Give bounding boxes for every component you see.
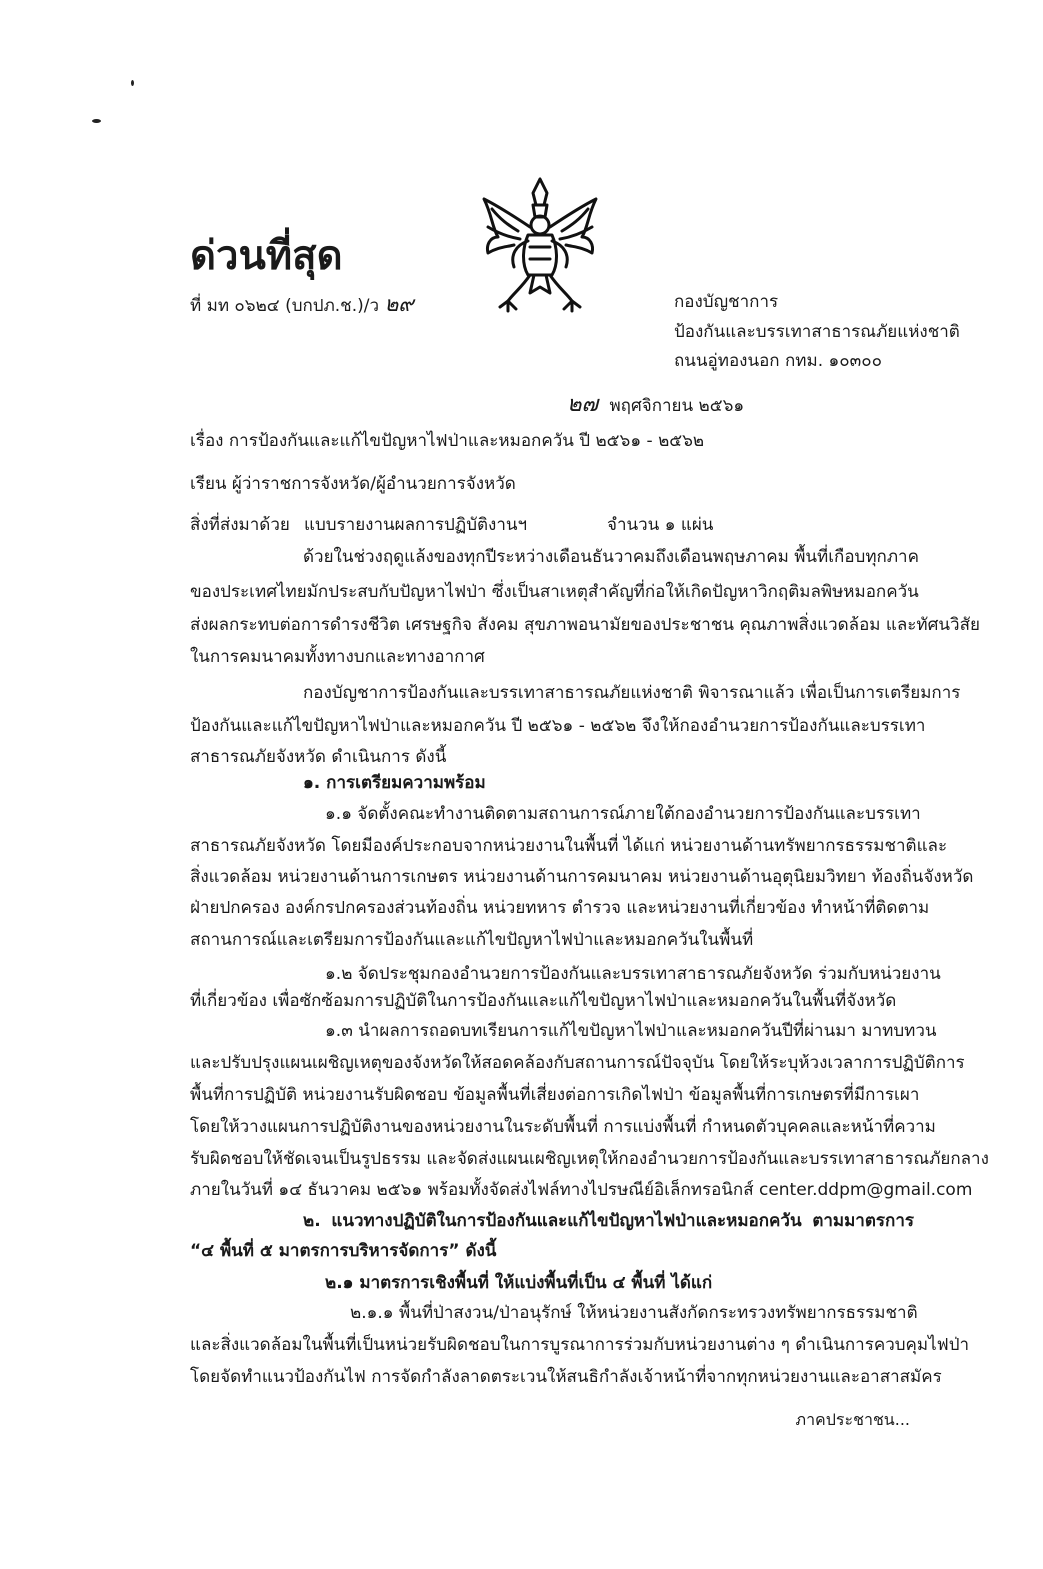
date-day-handwritten: ๒๗ [567, 392, 599, 417]
body-line: พื้นที่การปฏิบัติ หน่วยงานรับผิดชอบ ข้อมูลพื้นที่เสี่ยงต่อการเกิดไฟป่า ข้อมูลพื้นที่การเกษตรที่มีการเผา [190, 1085, 920, 1105]
body-line: ๑.๓ นำผลการถอดบทเรียนการแก้ไขปัญหาไฟป่าและหมอกควันปีที่ผ่านมา มาทบทวน [325, 1021, 937, 1041]
office-line-1: กองบัญชาการ [674, 292, 779, 312]
body-line: กองบัญชาการป้องกันและบรรเทาสาธารณภัยแห่งชาติ พิจารณาแล้ว เพื่อเป็นการเตรียมการ [303, 683, 961, 703]
body-line: ป้องกันและแก้ไขปัญหาไฟป่าและหมอกควัน ปี ๒๕๖๑ - ๒๕๖๒ จึงให้กองอำนวยการป้องกันและบรรเทา [190, 716, 926, 736]
office-line-2: ป้องกันและบรรเทาสาธารณภัยแห่งชาติ [674, 322, 960, 342]
body-line: ๒.๑.๑ พื้นที่ป่าสงวน/ป่าอนุรักษ์ ให้หน่วยงานสังกัดกระทรวงทรัพยากรธรรมชาติ [350, 1303, 918, 1323]
scan-speck [131, 80, 134, 86]
section-heading: “๔ พื้นที่ ๕ มาตรการบริหารจัดการ” ดังนี้ [190, 1241, 497, 1261]
document-number [190, 288, 414, 321]
body-line: และสิ่งแวดล้อมในพื้นที่เป็นหน่วยรับผิดชอบในการบูรณาการร่วมกับหน่วยงานต่าง ๆ ดำเนินการควบคุมไฟป่า [190, 1335, 970, 1355]
document-number-handwritten: ๒๙ [384, 292, 414, 316]
body-line: ด้วยในช่วงฤดูแล้งของทุกปีระหว่างเดือนธันวาคมถึงเดือนพฤษภาคม พื้นที่เกือบทุกภาค [303, 547, 919, 567]
continuation-text: ภาคประชาชน... [795, 1410, 910, 1429]
body-line: ในการคมนาคมทั้งทางบกและทางอากาศ [190, 647, 485, 667]
garuda-emblem [478, 175, 602, 315]
scan-speck [92, 119, 101, 123]
body-line: สาธารณภัยจังหวัด โดยมีองค์ประกอบจากหน่วยงานในพื้นที่ ได้แก่ หน่วยงานด้านทรัพยากรธรรมชาติและ [190, 836, 948, 856]
body-line: ที่เกี่ยวข้อง เพื่อซักซ้อมการปฏิบัติในการป้องกันและแก้ไขปัญหาไฟป่าและหมอกควันในพื้นที่จังหวัด [190, 991, 897, 1011]
body-line: ๑.๑ จัดตั้งคณะทำงานติดตามสถานการณ์ภายใต้กองอำนวยการป้องกันและบรรเทา [325, 804, 921, 824]
body-line: ส่งผลกระทบต่อการดำรงชีวิต เศรษฐกิจ สังคม สุขภาพอนามัยของประชาชน คุณภาพสิ่งแวดล้อม และทัศนวิสัย [190, 615, 980, 635]
document-number-text: ที่ มท ๐๖๒๔ (บกปภ.ช.)/ว [190, 296, 380, 316]
body-line: ๑.๒ จัดประชุมกองอำนวยการป้องกันและบรรเทาสาธารณภัยจังหวัด ร่วมกับหน่วยงาน [325, 964, 941, 984]
section-heading: ๑. การเตรียมความพร้อม [303, 773, 486, 793]
subject-line: เรื่อง การป้องกันและแก้ไขปัญหาไฟป่าและหมอกควัน ปี ๒๕๖๑ - ๒๕๖๒ [190, 431, 705, 451]
body-line: ภายในวันที่ ๑๔ ธันวาคม ๒๕๖๑ พร้อมทั้งจัดส่งไฟล์ทางไปรษณีย์อิเล็กทรอนิกส์ center.ddpm@gmail.com [190, 1180, 973, 1200]
salutation-line: เรียน ผู้ว่าราชการจังหวัด/ผู้อำนวยการจังหวัด [190, 474, 516, 494]
subsection-heading: ๒.๑ มาตรการเชิงพื้นที่ ให้แบ่งพื้นที่เป็น ๔ พื้นที่ ได้แก่ [325, 1273, 713, 1293]
body-line: รับผิดชอบให้ชัดเจนเป็นรูปธรรม และจัดส่งแผนเผชิญเหตุให้กองอำนวยการป้องกันและบรรเทาสาธารณภัยกลาง [190, 1149, 989, 1169]
body-line: โดยให้วางแผนการปฏิบัติงานของหน่วยงานในระดับพื้นที่ การแบ่งพื้นที่ กำหนดตัวบุคคลและหน้าที่ความ [190, 1117, 936, 1137]
section-heading: ๒. แนวทางปฏิบัติในการป้องกันและแก้ไขปัญหาไฟป่าและหมอกควัน ตามมาตรการ [303, 1211, 914, 1231]
enclosure-item: แบบรายงานผลการปฏิบัติงานฯ [304, 515, 528, 535]
office-line-3: ถนนอู่ทองนอก กทม. ๑๐๓๐๐ [674, 351, 883, 371]
body-line: สิ่งแวดล้อม หน่วยงานด้านการเกษตร หน่วยงานด้านการคมนาคม หน่วยงานด้านอุตุนิยมวิทยา ท้องถิ่นจังหวัด [190, 867, 974, 887]
body-line: สาธารณภัยจังหวัด ดำเนินการ ดังนี้ [190, 747, 447, 767]
enclosure-label: สิ่งที่ส่งมาด้วย [190, 515, 290, 535]
body-line: ฝ่ายปกครอง องค์กรปกครองส่วนท้องถิ่น หน่วยทหาร ตำรวจ และหน่วยงานที่เกี่ยวข้อง ทำหน้าที่ติดตาม [190, 898, 930, 918]
body-line: และปรับปรุงแผนเผชิญเหตุของจังหวัดให้สอดคล้องกับสถานการณ์ปัจจุบัน โดยให้ระบุห้วงเวลาการปฏิบัติการ [190, 1053, 965, 1073]
document-date [567, 386, 744, 421]
body-line: ของประเทศไทยมักประสบกับปัญหาไฟป่า ซึ่งเป็นสาเหตุสำคัญที่ก่อให้เกิดปัญหาวิกฤติมลพิษหมอกควัน [190, 582, 919, 602]
enclosure-count: จำนวน ๑ แผ่น [607, 515, 714, 535]
body-line: โดยจัดทำแนวป้องกันไฟ การจัดกำลังลาดตระเวนให้สนธิกำลังเจ้าหน้าที่จากทุกหน่วยงานและอาสาสมัคร [190, 1367, 942, 1387]
body-line: สถานการณ์และเตรียมการป้องกันและแก้ไขปัญหาไฟป่าและหมอกควันในพื้นที่ [190, 930, 754, 950]
urgency-heading: ด่วนที่สุด [190, 233, 343, 279]
date-month-year: พฤศจิกายน ๒๕๖๑ [609, 396, 745, 416]
